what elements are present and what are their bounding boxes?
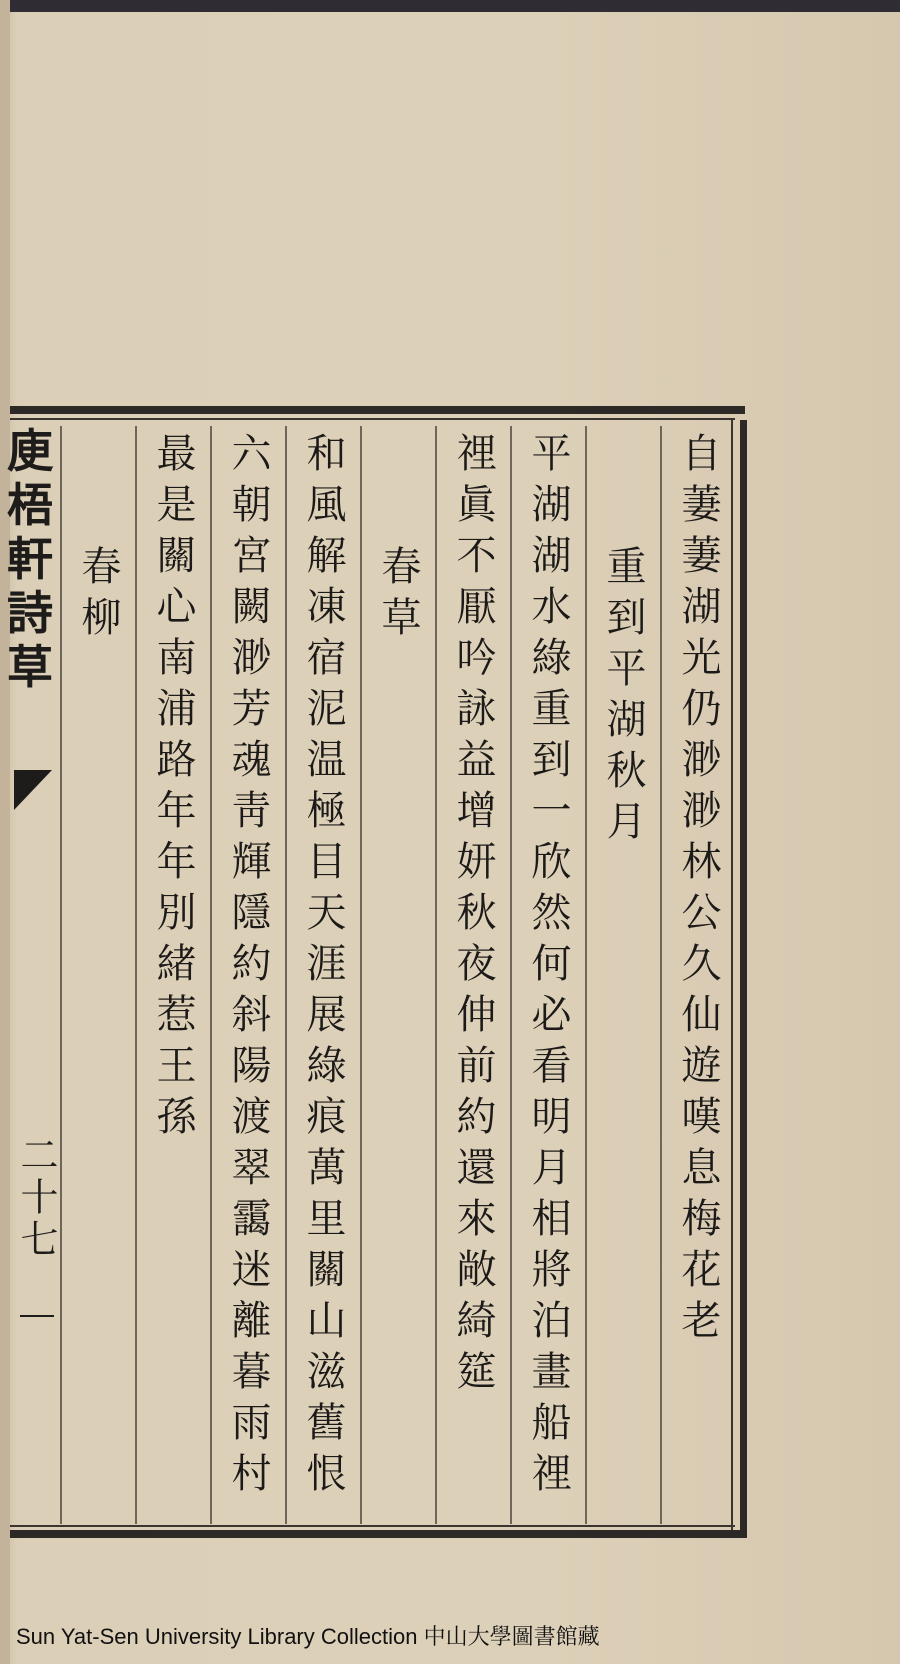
- frame-bottom-border: [10, 1530, 747, 1538]
- column-rule: [585, 426, 587, 1524]
- column-rule: [435, 426, 437, 1524]
- poem-line: 和風解凍宿泥温極目天涯展綠痕萬里關山滋舊恨: [300, 432, 346, 1503]
- fish-tail-mark: [14, 770, 52, 810]
- column-rule: [135, 426, 137, 1524]
- page-top-edge: [10, 0, 900, 12]
- poem-title: 春柳: [75, 545, 121, 647]
- column-rule: [510, 426, 512, 1524]
- column-rule: [360, 426, 362, 1524]
- collection-caption: Sun Yat-Sen University Library Collection 中山大學圖書館藏: [16, 1624, 600, 1649]
- column-rule: [210, 426, 212, 1524]
- page-number-rule: [20, 1315, 54, 1317]
- column-rule: [660, 426, 662, 1524]
- column-rule: [60, 426, 62, 1524]
- frame-top-border: [10, 406, 745, 414]
- spine-title: 𢈔梧軒詩草: [0, 425, 54, 695]
- column-rule: [285, 426, 287, 1524]
- frame-right-border: [740, 420, 747, 1538]
- poem-line: 𥚃眞不厭吟詠益增妍秋夜伸前約還來敞綺筵: [450, 432, 496, 1401]
- poem-title: 春草: [375, 545, 421, 647]
- frame-bottom-inner-border: [10, 1525, 735, 1527]
- frame-right-inner-border: [731, 420, 733, 1530]
- frame-top-inner-border: [10, 418, 735, 420]
- poem-line: 六朝宮闕渺芳魂靑輝隱約斜陽渡翠靄迷離暮雨村: [225, 432, 271, 1503]
- poem-title: 重到平湖秋月: [600, 545, 646, 851]
- page-left-edge: [0, 0, 10, 1664]
- poem-line: 自萋萋湖光仍渺渺林公久仙遊嘆息梅花老: [675, 432, 721, 1350]
- poem-line: 最是關心南浦路年年別緒惹王孫: [150, 432, 196, 1146]
- poem-line: 平湖湖水綠重到一欣然何必看明月相將泊畫船𥚃: [525, 432, 571, 1503]
- page-number: 二十七: [14, 1135, 58, 1261]
